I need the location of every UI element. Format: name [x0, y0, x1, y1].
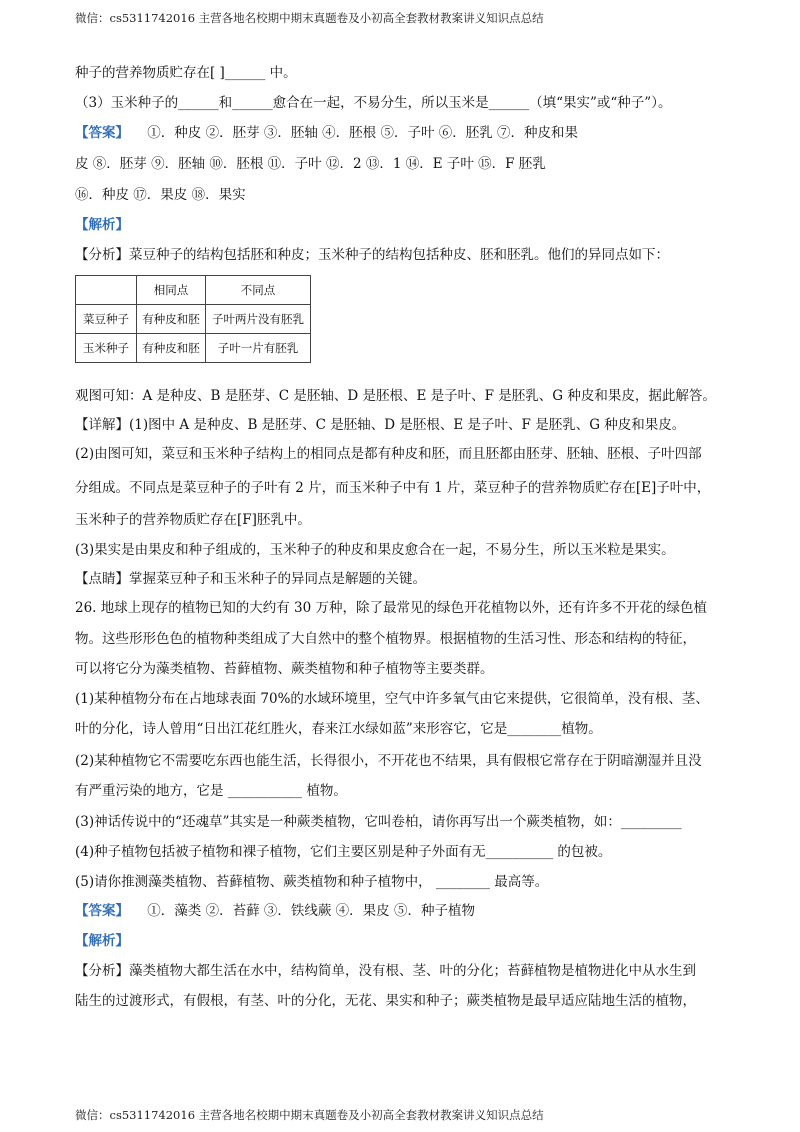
table-header-cell: 不同点 — [206, 276, 311, 305]
q26-s5: (5)请你推测藻类植物、苔藓植物、蕨类植物和种子植物中， ________ 最高等。 — [75, 874, 549, 890]
q26-s4: (4)种子植物包括被子植物和裸子植物，它们主要区别是种子外面有无__________ 的包被。 — [75, 844, 612, 860]
q25-detail2b: 分组成。不同点是菜豆种子的子叶有 2 片，而玉米种子中有 1 片，菜豆种子的营养物质贮存在[E]子叶中， — [75, 480, 711, 496]
table-header-row — [76, 276, 311, 305]
table-cell: 有种皮和胚 — [137, 305, 206, 334]
q25-detail2c: 玉米种子的营养物质贮存在[F]胚乳中。 — [75, 512, 311, 528]
table-cell: 玉米种子 — [76, 334, 137, 363]
q26-s2a: (2)某种植物它不需要吃东西也能生活，长得很小，不开花也不结果，具有假根它常存在于阴暗潮湿并且没 — [75, 753, 702, 769]
q25-answer-row3: ⑯．种皮 ⑰．果皮 ⑱．果实 — [75, 187, 246, 203]
q25-line2: （3）玉米种子的______和______愈合在一起，不易分生，所以玉米是______（填“果实”或“种子”）。 — [75, 95, 672, 111]
table-header-cell — [76, 276, 137, 305]
analysis-label: 【解析】 — [75, 933, 129, 949]
table-cell: 有种皮和胚 — [137, 334, 206, 363]
table-row — [76, 305, 311, 334]
q25-line1: 种子的营养物质贮存在[ ]______ 中。 — [75, 65, 297, 81]
q26-line2: 物。这些形形色色的植物种类组成了大自然中的整个植物界。根据植物的生活习性、形态和结构的特征， — [75, 631, 696, 647]
q25-answer-row2: 皮 ⑧．胚芽 ⑨．胚轴 ⑩．胚根 ⑪．子叶 ⑫．2 ⑬．1 ⑭．E 子叶 ⑮．F 胚乳 — [75, 156, 546, 172]
q26-s1a: (1)某种植物分布在占地球表面 70%的水域环境里，空气中许多氧气由它来提供，它很简单，没有根、茎、 — [75, 691, 709, 707]
table-cell: 子叶两片没有胚乳 — [206, 305, 311, 334]
page-header: 微信：cs5311742016 主营各地名校期中期末真题卷及小初高全套教材教案讲义知识点总结 — [75, 11, 544, 25]
q26-fenxi2: 陆生的过渡形式，有假根，有茎、叶的分化，无花、果实和种子；蕨类植物是最早适应陆地生活的植物， — [75, 993, 696, 1009]
table-row — [76, 334, 311, 363]
page-footer: 微信：cs5311742016 主营各地名校期中期末真题卷及小初高全套教材教案讲义知识点总结 — [75, 1108, 544, 1122]
answer-label: 【答案】 — [75, 903, 129, 919]
q25-detail1: 【详解】(1)图中 A 是种皮、B 是胚芽、C 是胚轴、D 是胚根、E 是子叶、F 是胚乳、G 种皮和果皮。 — [75, 417, 686, 433]
q26-s2b: 有严重污染的地方，它是 ___________ 植物。 — [75, 783, 347, 799]
q25-observe: 观图可知：A 是种皮、B 是胚芽、C 是胚轴、D 是胚根、E 是子叶、F 是胚乳、G 种皮和果皮，据此解答。 — [75, 388, 716, 404]
q26-answer-row — [75, 902, 475, 920]
answer-label: 【答案】 — [75, 125, 129, 141]
q26-s1b: 叶的分化，诗人曾用“日出江花红胜火，春来江水绿如蓝”来形容它，它是________植物。 — [75, 721, 602, 737]
q26-s3: (3)神话传说中的“还魂草”其实是一种蕨类植物，它叫卷柏，请你再写出一个蕨类植物，如：_________ — [75, 814, 682, 830]
q25-fenxi: 【分析】菜豆种子的结构包括胚和种皮；玉米种子的结构包括种皮、胚和胚乳。他们的异同点如下： — [75, 247, 669, 263]
q26-line1: 26. 地球上现存的植物已知的大约有 30 万种，除了最常见的绿色开花植物以外，还有许多不开花的绿色植 — [75, 600, 708, 616]
table-cell: 菜豆种子 — [76, 305, 137, 334]
table-cell: 子叶一片有胚乳 — [206, 334, 311, 363]
table-header-cell: 相同点 — [137, 276, 206, 305]
answer-text: ①．藻类 ②．苔藓 ③．铁线蕨 ④．果皮 ⑤．种子植物 — [147, 903, 475, 919]
answer-text: ①．种皮 ②．胚芽 ③．胚轴 ④．胚根 ⑤．子叶 ⑥．胚乳 ⑦．种皮和果 — [147, 125, 579, 141]
q25-detail3: (3)果实是由果皮和种子组成的，玉米种子的种皮和果皮愈合在一起，不易分生，所以玉米粒是果实。 — [75, 542, 675, 558]
q26-fenxi1: 【分析】藻类植物大都生活在水中，结构简单，没有根、茎、叶的分化；苔藓植物是植物进化中从水生到 — [75, 963, 696, 979]
q25-dianjing: 【点睛】掌握菜豆种子和玉米种子的异同点是解题的关键。 — [75, 571, 426, 587]
comparison-table — [75, 275, 311, 363]
q26-line3: 可以将它分为藻类植物、苔藓植物、蕨类植物和种子植物等主要类群。 — [75, 661, 494, 677]
q25-answer-row1 — [75, 124, 578, 142]
analysis-label: 【解析】 — [75, 217, 129, 233]
q25-detail2a: (2)由图可知，菜豆和玉米种子结构上的相同点是都有种皮和胚，而且胚都由胚芽、胚轴、胚根、子叶四部 — [75, 446, 702, 462]
